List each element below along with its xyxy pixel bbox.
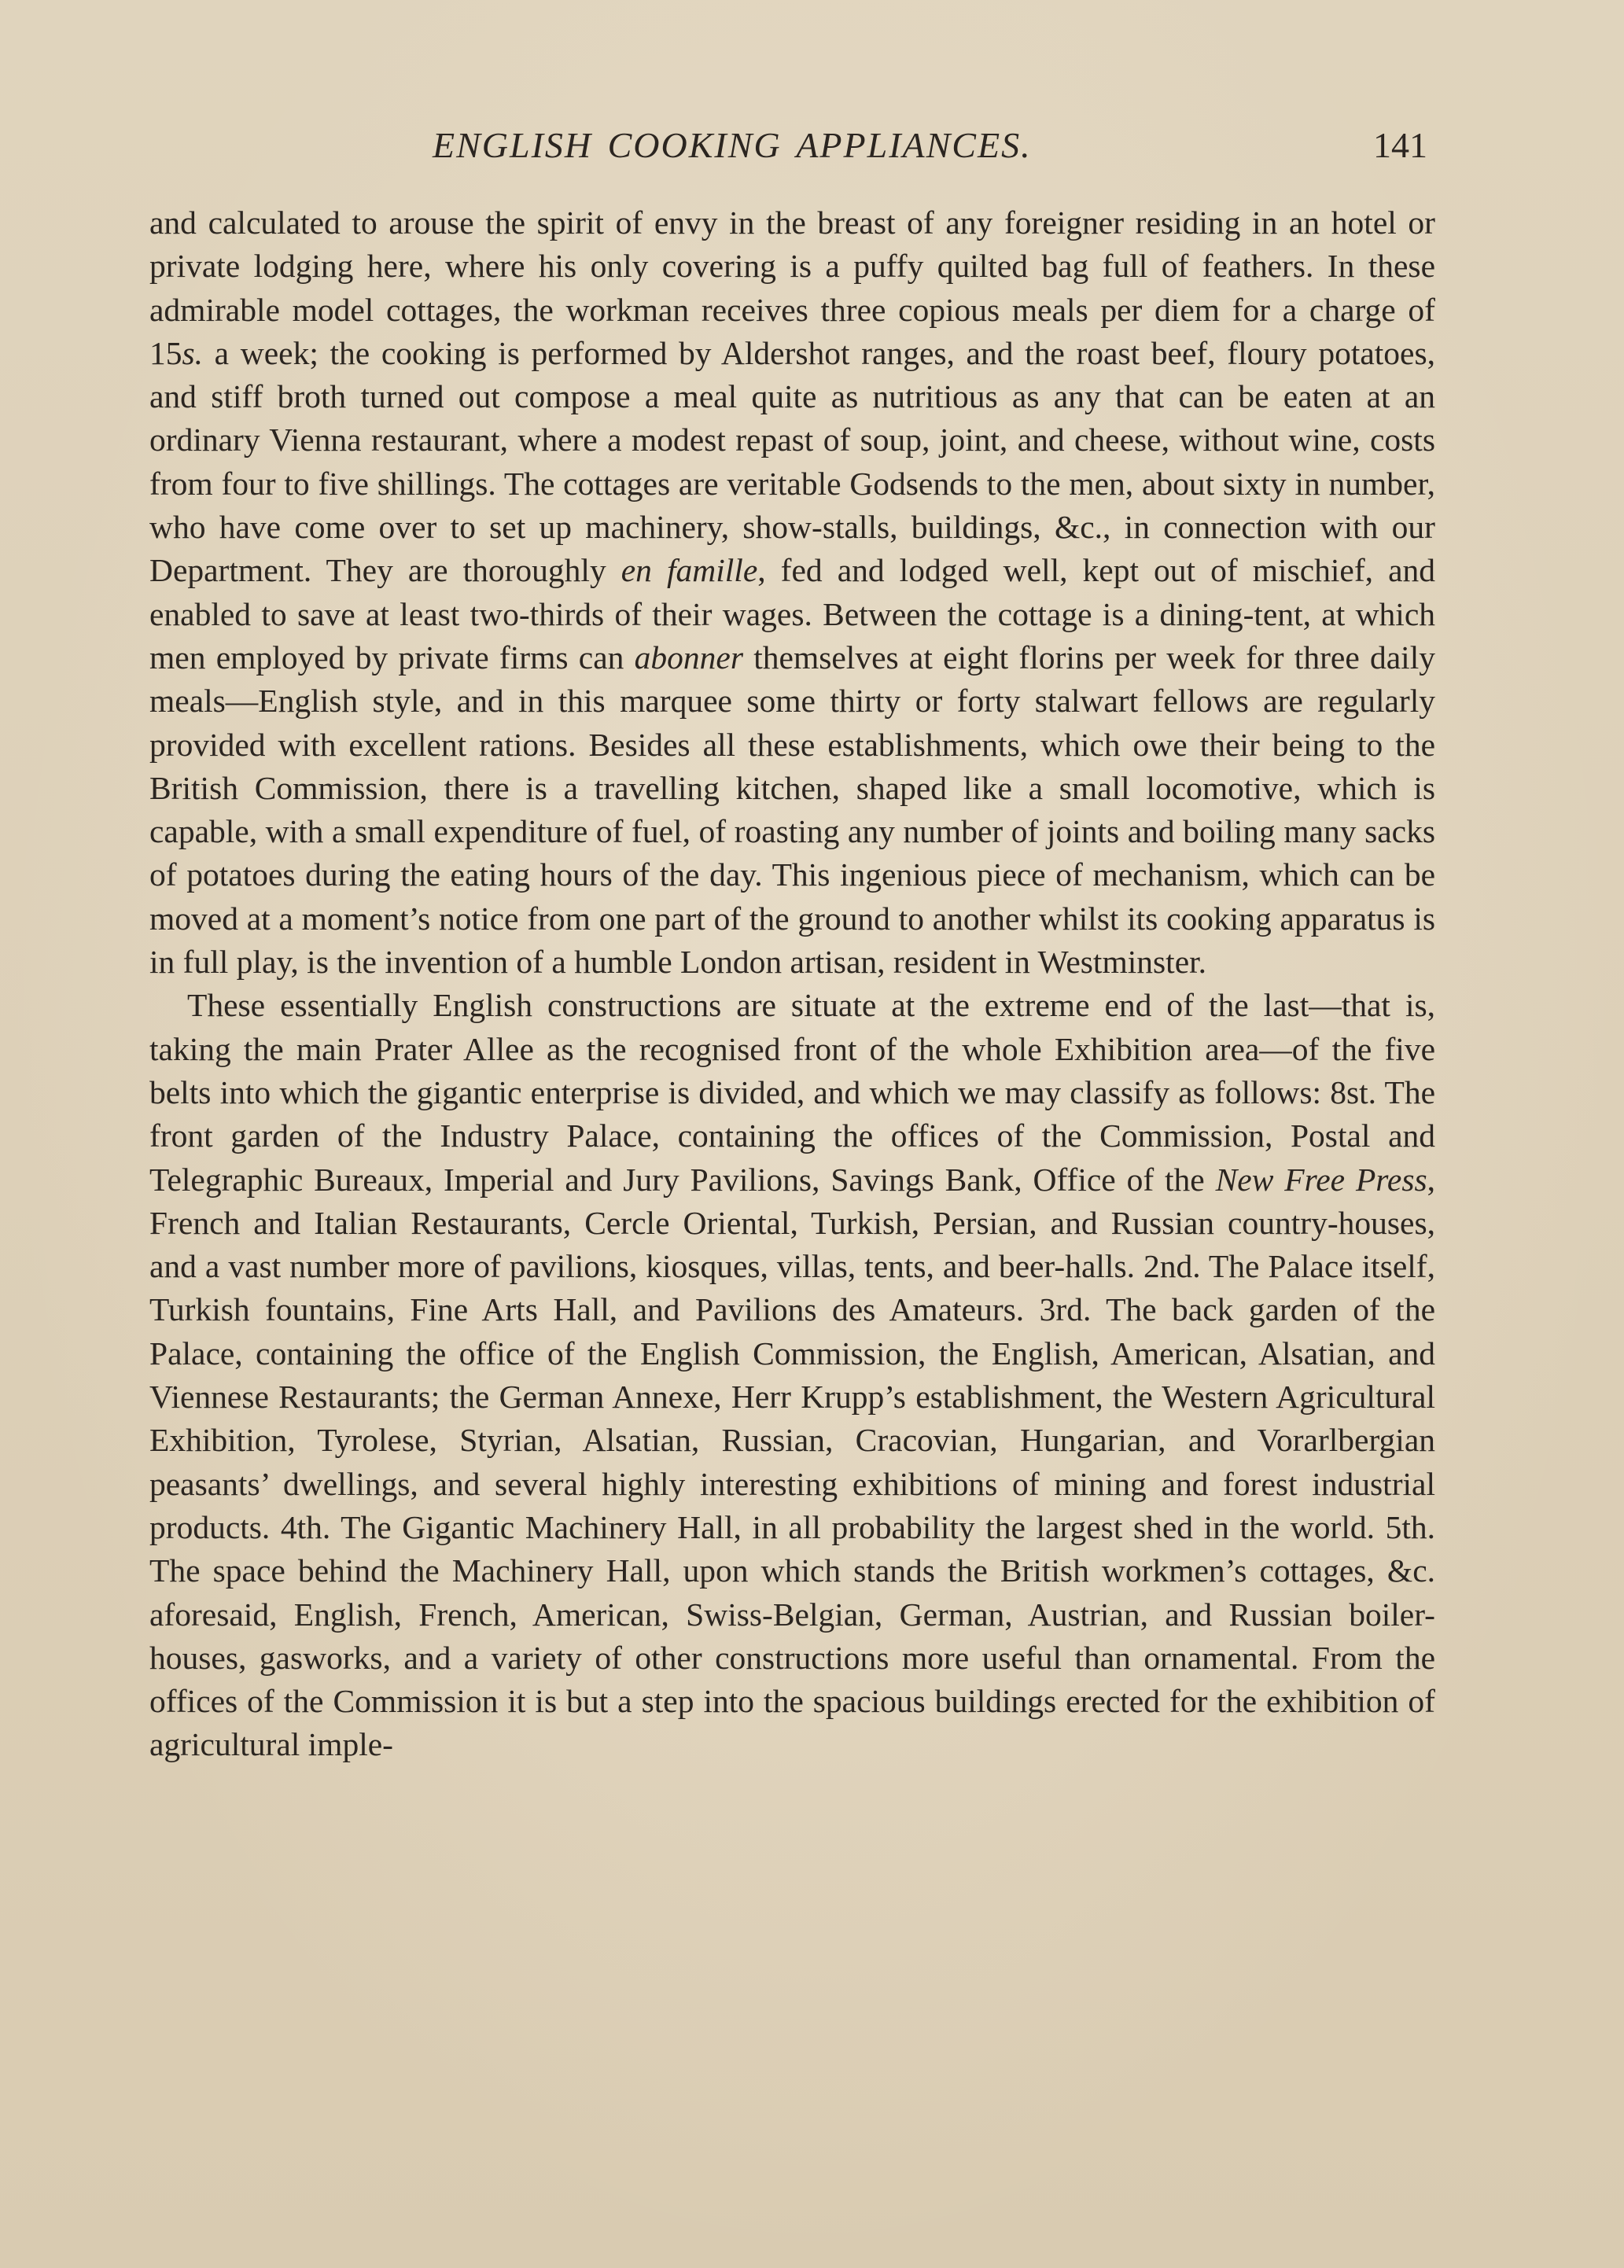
text-fragment: These essentially English constructions are situate at the extreme end of the last—that is, taking the main Prater Allee as the recognised front of the whole Exhibition area—of the five belts into which the gigantic enterprise is divided, and which we may classify as follows: 8st. The front garden of the Industry Palace, containing the offices of the Commission, Postal and Telegraphic Bureaux, Imperial and Jury Pavilions, Savings Bank, Office of the [149,987,1435,1198]
italic-phrase: New Free Press [1215,1161,1427,1198]
paragraph-1 [149,201,1435,984]
running-head [126,118,1427,173]
text-fragment: themselves at eight florins per week for three daily meals—English style, and in this marquee some thirty or forty stalwart fellows are regularly provided with excellent rations. Besides all these establishments, which owe their being to the British Commission, there is a travelling kitchen, shaped like a small locomotive, which is capable, with a small expenditure of fuel, of roasting any number of joints and boiling many sacks of potatoes during the eating hours of the day. This ingenious piece of mechanism, which can be moved at a moment’s notice from one part of the ground to another whilst its cooking apparatus is in full play, is the invention of a humble London artisan, resident in Westminster. [149,639,1435,981]
page-number: 141 [1373,125,1427,165]
paragraph-2 [149,984,1435,1766]
text-fragment: a week; the cooking is performed by Aldershot ranges, and the roast beef, floury potatoes, and stiff broth turned out compose a meal quite as nutritious as any that can be eaten at an ordinary Vienna restaurant, where a modest repast of soup, joint, and cheese, without wine, costs from four to five shillings. The cottages are veritable Godsends to the men, about sixty in number, who have come over to set up machinery, show-stalls, buildings, &c., in connection with our Department. They are thoroughly [149,334,1435,589]
body-text [149,201,1435,1767]
running-title: ENGLISH COOKING APPLIANCES. [433,125,1032,165]
text-fragment: and calculated to arouse the spirit of envy in the breast of any foreigner residing in an hotel or private lodging here, where his only covering is a puffy quilted bag full of feathers. In these admirable model cottages, the workman receives three copious meals per diem for a charge of 15 [149,204,1435,371]
italic-phrase: en famille [621,552,758,589]
text-fragment: , fed and lodged well, kept out of mischief, and enabled to save at least two-thirds of their wages. Between the cottage is a dining-tent, at which men employed by private firms can [149,552,1435,676]
italic-phrase: abonner [634,639,743,676]
text-fragment: , French and Italian Restaurants, Cercle Oriental, Turkish, Persian, and Russian country-houses, and a vast number more of pavilions, kiosques, villas, tents, and beer-halls. 2nd. The Palace itself, Turkish fountains, Fine Arts Hall, and Pavilions des Amateurs. 3rd. The back garden of the Palace, containing the office of the English Commission, the English, American, Alsatian, and Viennese Restaurants; the German Annexe, Herr Krupp’s establishment, the Western Agricultural Exhibition, Tyrolese, Styrian, Alsatian, Russian, Cracovian, Hungarian, and Vorarlbergian peasants’ dwellings, and several highly interesting exhibitions of mining and forest industrial products. 4th. The Gigantic Machinery Hall, in all probability the largest shed in the world. 5th. The space behind the Machinery Hall, upon which stands the British workmen’s cottages, &c. aforesaid, English, French, American, Swiss-Belgian, German, Austrian, and Russian boiler-houses, gasworks, and a variety of other constructions more useful than ornamental. From the offices of the Commission it is but a step into the spacious buildings erected for the exhibition of agricultural imple- [149,1161,1435,1763]
italic-shillings-abbreviation: s. [182,334,204,371]
